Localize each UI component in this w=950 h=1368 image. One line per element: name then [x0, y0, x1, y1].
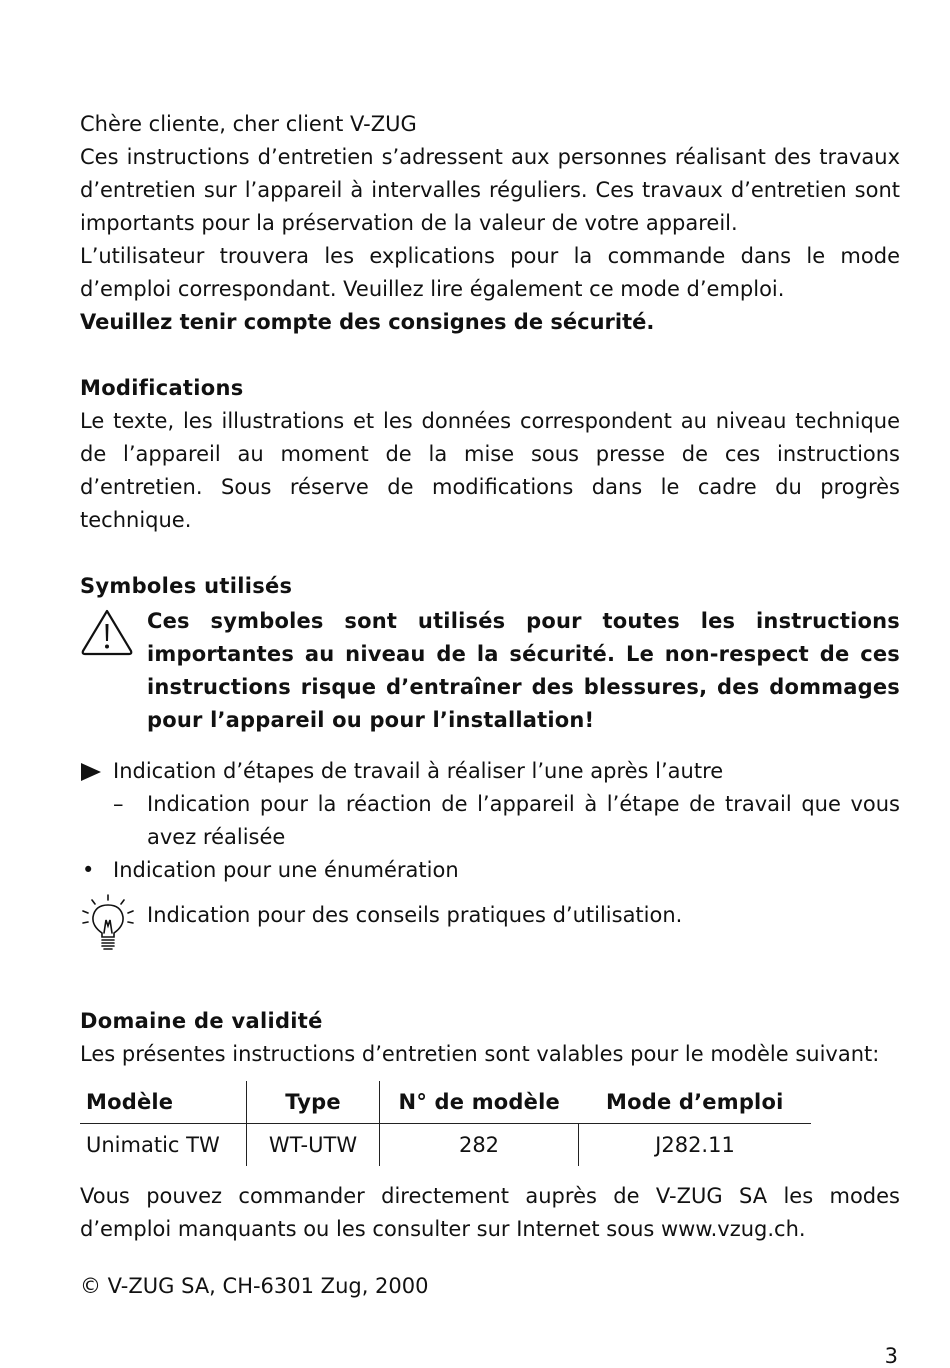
- header-model: Modèle: [86, 1090, 174, 1114]
- modifications-text: Le texte, les illustrations et les données correspondent au niveau technique de l’appareil au moment de la mise sous presse de ces instructions d’entretien. Sous réserve de modifications dans le cadre du progrès technique.: [80, 409, 900, 532]
- validity-heading: Domaine de validité: [80, 1009, 323, 1033]
- model-table: [80, 1081, 811, 1166]
- tip-symbol-row: [80, 899, 900, 965]
- document-page: [80, 108, 900, 1246]
- dash-mark: –: [113, 792, 124, 816]
- symbols-heading: Symboles utilisés: [80, 574, 293, 598]
- page-number: 3: [884, 1344, 898, 1368]
- cell-model: Unimatic TW: [80, 1124, 247, 1167]
- header-model-number: N° de modèle: [380, 1081, 579, 1124]
- enumeration-text: Indication pour une énumération: [113, 858, 459, 882]
- copyright: © V-ZUG SA, CH-6301 Zug, 2000: [80, 1274, 429, 1298]
- reaction-text: Indication pour la réaction de l’appareil à l’étape de travail que vous avez réalisée: [147, 792, 900, 849]
- tip-text: Indication pour des conseils pratiques d’utilisation.: [147, 903, 683, 927]
- modifications-heading: Modifications: [80, 376, 244, 400]
- bullet-mark: •: [82, 858, 95, 882]
- cell-model-number: 282: [380, 1124, 579, 1167]
- cell-type: WT-UTW: [247, 1124, 380, 1167]
- salutation: Chère cliente, cher client V-ZUG: [80, 112, 417, 136]
- reaction-symbol-row: [80, 788, 900, 854]
- step-symbol-row: [80, 755, 900, 788]
- cell-user-manual: J282.11: [579, 1124, 812, 1167]
- header-type: Type: [247, 1081, 380, 1124]
- intro-paragraph: Ces instructions d’entretien s’adressent aux personnes réalisant des travaux d’entretien sur l’appareil à intervalles réguliers. Ces travaux d’entretien sont importants pour la préservation de la valeur de votre appareil.: [80, 145, 900, 235]
- order-text: Vous pouvez commander directement auprès de V-ZUG SA les modes d’emploi manquants ou les consulter sur Internet sous www.vzug.ch.: [80, 1184, 900, 1241]
- step-text: Indication d’étapes de travail à réaliser l’une après l’autre: [113, 759, 724, 783]
- header-user-manual: Mode d’emploi: [605, 1090, 784, 1114]
- lightbulb-icon: [80, 893, 138, 957]
- table-header-row: [80, 1081, 811, 1124]
- table-row: [80, 1124, 811, 1167]
- warning-text: Ces symboles sont utilisés pour toutes les instructions importantes au niveau de la sécurité. Le non-respect de ces instructions risque d’entraîner des blessures, des dommages pour l’appareil ou pour l’installation!: [147, 609, 900, 732]
- enumeration-symbol-row: [80, 854, 900, 887]
- safety-note: Veuillez tenir compte des consignes de sécurité.: [80, 310, 655, 334]
- play-arrow-icon: [80, 762, 102, 782]
- warning-symbol-row: [80, 605, 900, 737]
- user-manual-paragraph: L’utilisateur trouvera les explications pour la commande dans le mode d’emploi correspondant. Veuillez lire également ce mode d’emploi.: [80, 244, 900, 301]
- validity-intro: Les présentes instructions d’entretien sont valables pour le modèle suivant:: [80, 1042, 880, 1066]
- warning-triangle-icon: [80, 607, 134, 657]
